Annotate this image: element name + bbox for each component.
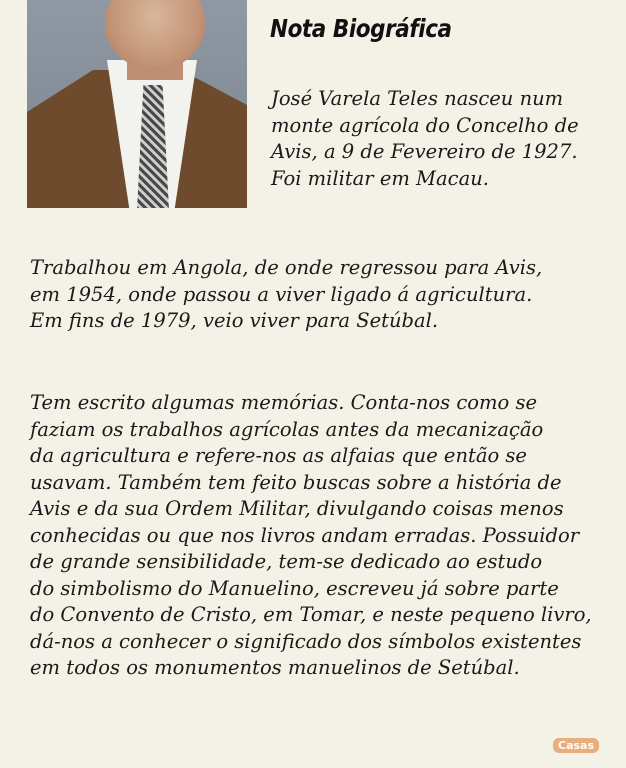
page-title: Nota Biográfica: [270, 14, 452, 43]
paragraph-career: Trabalhou em Angola, de onde regressou para Avis, em 1954, onde passou a viver ligado á agricultura. Em fins de 1979, veio viver para Setúbal.: [30, 256, 543, 332]
paragraph-birth: José Varela Teles nasceu num monte agrícola do Concelho de Avis, a 9 de Fevereiro de 1927. Foi militar em Macau.: [271, 87, 579, 190]
author-photo: [27, 0, 247, 208]
paragraph-work: Tem escrito algumas memórias. Conta-nos como se faziam os trabalhos agrícolas antes da mecanização da agricultura e refere-nos as alfaias que então se usavam. Também tem feito buscas sobre a história de Avis e da sua Ordem Militar, divulgando coisas menos conhecidas ou que nos livros andam erradas. Possuidor de grande sensibilidade, tem-se dedicado ao estudo do simbolismo do Manuelino, escreveu já sobre parte do Convento de Cristo, em Tomar, e neste pequeno livro, dá-nos a conhecer o significado dos símbolos existentes em todos os monumentos manuelinos de Setúbal.: [30, 391, 592, 679]
watermark-logo: Casas: [553, 738, 599, 753]
